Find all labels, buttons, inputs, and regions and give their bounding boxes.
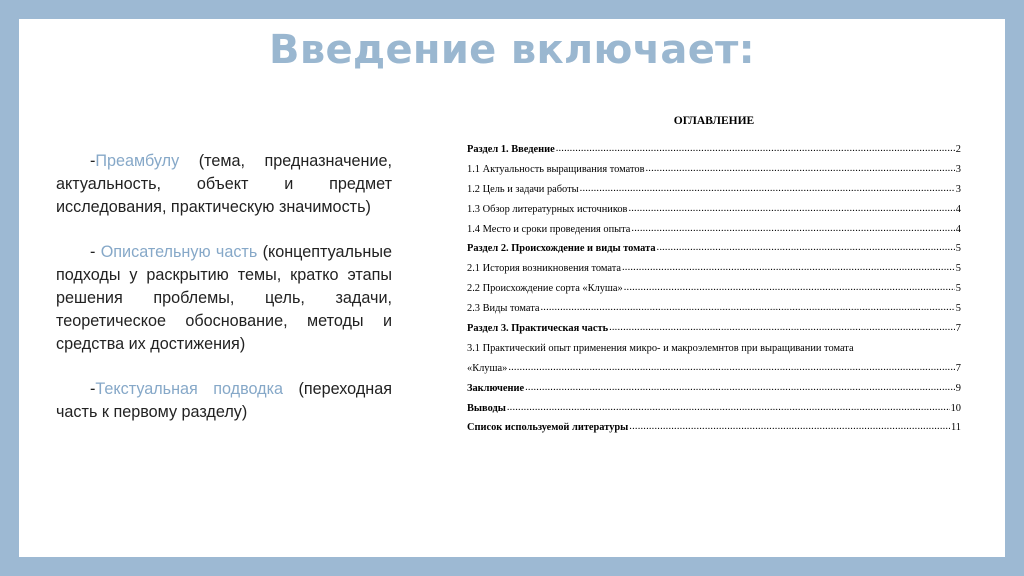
table-of-contents xyxy=(467,115,961,442)
toc-leader xyxy=(508,362,954,373)
slide-title: Введение включает: xyxy=(269,27,755,73)
intro-item-dash: - xyxy=(90,380,96,398)
toc-leader xyxy=(525,382,955,393)
toc-entry-page: 3 xyxy=(955,163,961,175)
toc-entry xyxy=(467,323,961,343)
toc-leader xyxy=(507,402,950,413)
intro-item-text: (тема, предназначение, актуальность, объект и предмет исследования, практическую значимость) xyxy=(56,152,392,216)
toc-entry-page: 9 xyxy=(955,382,961,394)
toc-leader xyxy=(657,242,955,253)
toc-leader xyxy=(628,203,954,214)
toc-entry-label: 1.1 Актуальность выращивания томатов xyxy=(467,163,645,175)
toc-entry xyxy=(467,263,961,283)
toc-entry xyxy=(467,243,961,263)
toc-entry xyxy=(467,403,961,423)
toc-leader xyxy=(609,322,955,333)
intro-item-term: Описательную часть xyxy=(100,243,258,261)
toc-entry-page: 10 xyxy=(950,402,961,414)
toc-entry-label: Заключение xyxy=(467,382,525,394)
toc-entry-label: 2.2 Происхождение сорта «Клуша» xyxy=(467,283,623,295)
intro-item-term: Текстуальная подводка xyxy=(95,380,284,398)
toc-entry-label: Список используемой литературы xyxy=(467,422,629,434)
toc-entry-label: Раздел 1. Введение xyxy=(467,144,555,155)
intro-item-term: Преамбулу xyxy=(95,152,180,170)
intro-item-descriptive xyxy=(56,241,392,356)
toc-leader xyxy=(631,223,954,234)
toc-entry-label: 1.4 Место и сроки проведения опыта xyxy=(467,223,631,235)
intro-description xyxy=(56,150,392,446)
toc-entry xyxy=(467,283,961,303)
toc-entry-label: 1.2 Цель и задачи работы xyxy=(467,183,579,195)
toc-leader xyxy=(556,143,955,154)
toc-entry-page: 3 xyxy=(955,183,961,195)
toc-entry-page: 7 xyxy=(955,362,961,374)
toc-entry xyxy=(467,422,961,442)
toc-entry-label: 2.1 История возникновения томата xyxy=(467,263,621,275)
toc-entry-page: 5 xyxy=(955,263,961,275)
toc-leader xyxy=(645,163,954,174)
toc-entry-label: Выводы xyxy=(467,402,506,414)
toc-entry-label: 1.3 Обзор литературных источников xyxy=(467,203,628,215)
toc-entry-page: 4 xyxy=(955,203,961,215)
toc-heading: ОГЛАВЛЕНИЕ xyxy=(673,115,755,127)
toc-entry-page: 11 xyxy=(950,422,961,434)
toc-entry xyxy=(467,224,961,244)
toc-entry-page: 5 xyxy=(955,243,961,255)
toc-entry-label: 2.3 Виды томата xyxy=(467,303,540,315)
toc-entry-wrap-line: 3.1 Практический опыт применения микро- и макроэлемнтов при выращивании томата xyxy=(467,342,854,354)
toc-entry xyxy=(467,383,961,403)
intro-item-preamble xyxy=(56,150,392,219)
toc-leader xyxy=(629,421,950,432)
intro-item-transition xyxy=(56,378,392,424)
toc-entry xyxy=(467,184,961,204)
toc-leader xyxy=(622,262,955,273)
toc-entry xyxy=(467,144,961,164)
intro-item-dash: - xyxy=(90,243,96,261)
toc-entry xyxy=(467,303,961,323)
toc-leader xyxy=(540,302,954,313)
toc-entry xyxy=(467,164,961,184)
slide xyxy=(19,19,1005,557)
toc-entry-page: 4 xyxy=(955,223,961,235)
toc-entry-label: Раздел 3. Практическая часть xyxy=(467,323,609,335)
toc-entry-page: 5 xyxy=(955,303,961,315)
toc-entry-label: «Клуша» xyxy=(467,362,508,374)
toc-entry-label: Раздел 2. Происхождение и виды томата xyxy=(467,243,656,255)
toc-entry-page: 5 xyxy=(955,283,961,295)
toc-entry xyxy=(467,204,961,224)
toc-entry xyxy=(467,363,961,383)
toc-leader xyxy=(580,183,955,194)
toc-leader xyxy=(624,282,955,293)
toc-entry-page: 2 xyxy=(955,144,961,155)
toc-entry-page: 7 xyxy=(955,323,961,335)
intro-item-text: (переходная часть к первому разделу) xyxy=(56,380,392,421)
intro-item-text: (концептуальные подходы у раскрытию темы, кратко этапы решения проблемы, цель, задачи, теоретическое обоснование, методы и средства их достижения) xyxy=(56,243,393,353)
intro-item-dash: - xyxy=(90,152,96,170)
